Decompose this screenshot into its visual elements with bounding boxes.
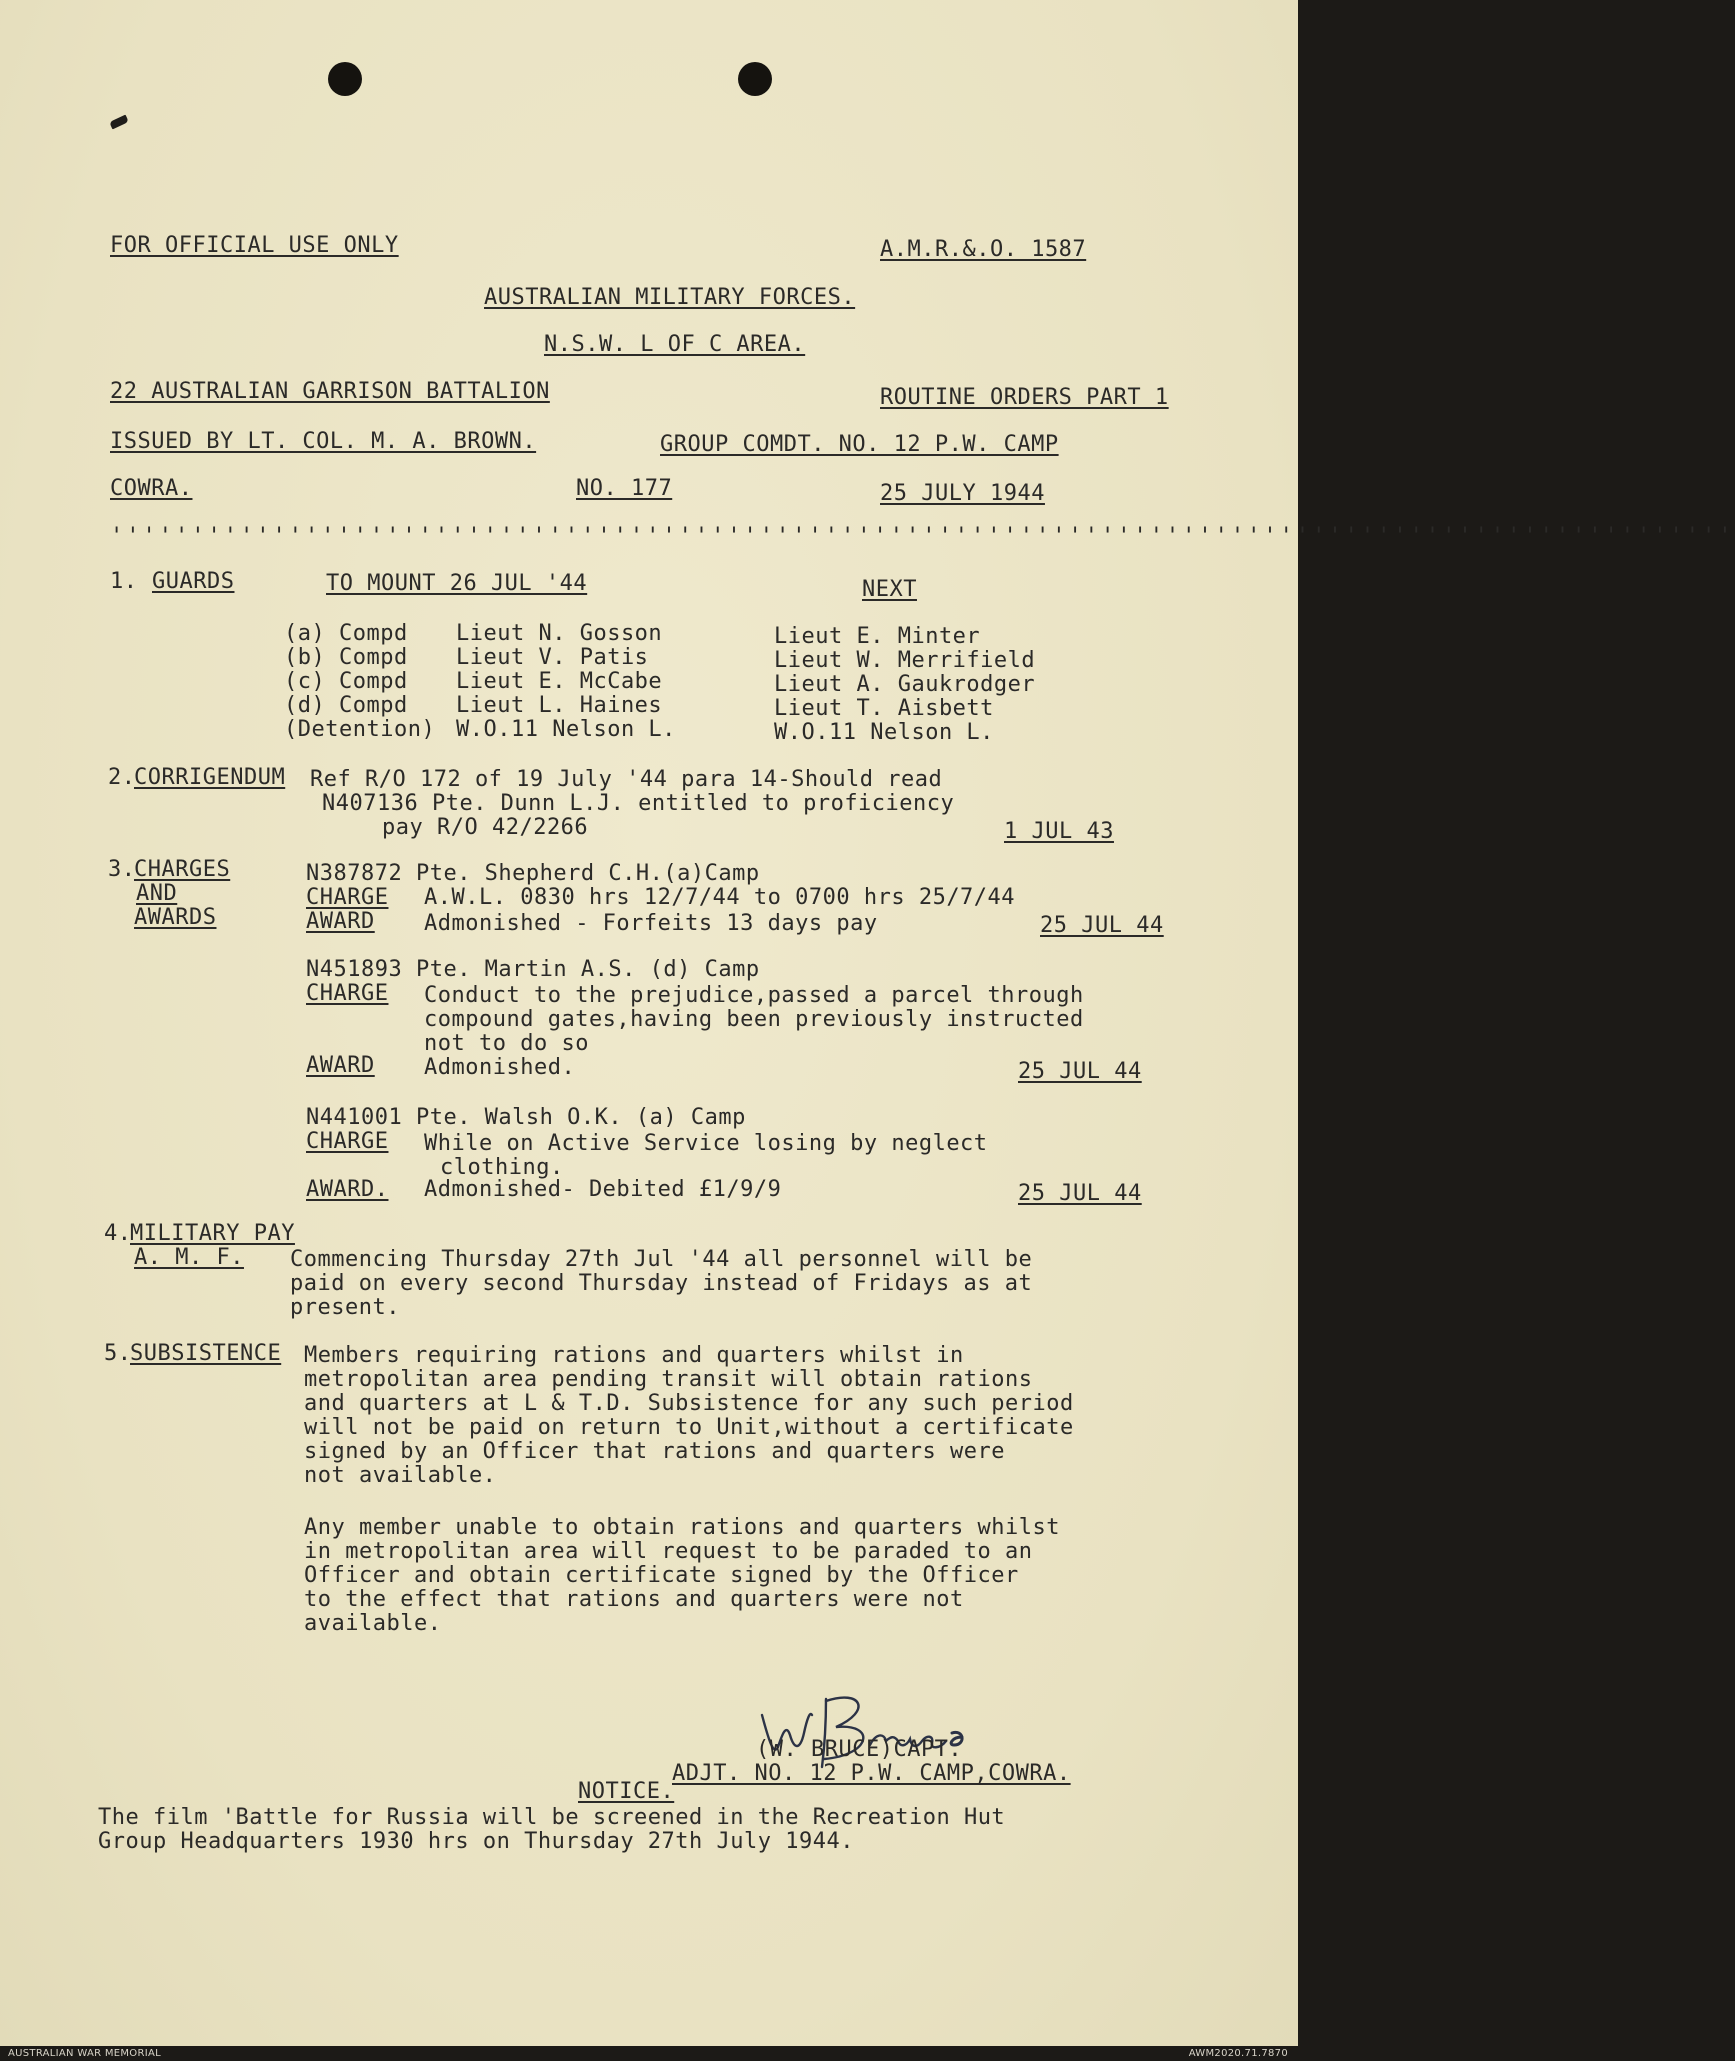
subsistence-line: signed by an Officer that rations and quarters were [304,1439,1006,1464]
order-date: 25 JULY 1944 [880,481,1045,506]
guards-number: 1. [110,569,138,594]
charge-text: clothing. [440,1155,564,1180]
notice-line: Group Headquarters 1930 hrs on Thursday 27th July 1944. [98,1829,854,1854]
award-date: 25 JUL 44 [1040,913,1164,938]
subsistence-line: to the effect that rations and quarters were not [304,1587,964,1612]
military-pay-line: Commencing Thursday 27th Jul '44 all personnel will be [290,1247,1033,1272]
corrigendum-line: pay R/O 42/2266 [382,815,589,840]
award-text: Admonished. [424,1055,576,1080]
guard-next: Lieut W. Merrifield [774,648,1036,673]
guard-next: Lieut T. Aisbett [774,696,994,721]
signatory-title: ADJT. NO. 12 P.W. CAMP,COWRA. [672,1761,1071,1786]
guard-mount: Lieut N. Gosson [456,621,663,646]
charge-text: Conduct to the prejudice,passed a parcel through [424,983,1084,1008]
subsistence-line: not available. [304,1463,497,1488]
military-pay-number: 4. [104,1221,132,1246]
award-label: AWARD. [306,1177,389,1202]
award-date: 25 JUL 44 [1018,1181,1142,1206]
guard-unit: (d) Compd [284,693,408,718]
subsistence-line: metropolitan area pending transit will obtain rations [304,1367,1033,1392]
area-heading: N.S.W. L OF C AREA. [544,332,806,357]
notice-line: The film 'Battle for Russia will be screened in the Recreation Hut [98,1805,1006,1830]
corrigendum-number: 2. [108,765,136,790]
military-pay-sub: A. M. F. [134,1245,244,1270]
place-name: COWRA. [110,476,193,501]
guard-unit: (a) Compd [284,621,408,646]
order-number: NO. 177 [576,476,673,501]
subsistence-line: available. [304,1611,442,1636]
guards-title: GUARDS [152,569,235,594]
guard-mount: Lieut L. Haines [456,693,663,718]
soldier-entry: N451893 Pte. Martin A.S. (d) Camp [306,957,760,982]
charge-label: CHARGE [306,981,389,1006]
punch-hole-right [738,62,772,96]
guard-mount: W.O.11 Nelson L. [456,717,676,742]
corrigendum-line: Ref R/O 172 of 19 July '44 para 14-Should read [310,767,943,792]
to-mount-heading: TO MOUNT 26 JUL '44 [326,571,588,596]
charges-number: 3. [108,857,136,882]
ink-mark [109,115,129,130]
military-pay-line: present. [290,1295,400,1320]
award-label: AWARD [306,909,375,934]
charges-title: AWARDS [134,905,217,930]
subsistence-line: will not be paid on return to Unit,without a certificate [304,1415,1074,1440]
guard-unit: (c) Compd [284,669,408,694]
subsistence-line: Officer and obtain certificate signed by the Officer [304,1563,1019,1588]
guard-next: W.O.11 Nelson L. [774,720,994,745]
footer-accession-number: AWM2020.71.7870 [1188,2048,1288,2059]
charge-text: A.W.L. 0830 hrs 12/7/44 to 0700 hrs 25/7/44 [424,885,1016,910]
routine-orders-label: ROUTINE ORDERS PART 1 [880,385,1169,410]
charge-text: While on Active Service losing by neglect [424,1131,988,1156]
corrigendum-line: N407136 Pte. Dunn L.J. entitled to proficiency [322,791,955,816]
guard-mount: Lieut E. McCabe [456,669,663,694]
award-text: Admonished - Forfeits 13 days pay [424,911,878,936]
soldier-entry: N387872 Pte. Shepherd C.H.(a)Camp [306,861,760,886]
guard-unit: (Detention) [284,717,436,742]
guard-next: Lieut E. Minter [774,624,981,649]
charge-label: CHARGE [306,1129,389,1154]
official-use-label: FOR OFFICIAL USE ONLY [110,233,399,258]
guard-mount: Lieut V. Patis [456,645,649,670]
subsistence-title: SUBSISTENCE [130,1341,282,1366]
award-date: 25 JUL 44 [1018,1059,1142,1084]
corrigendum-title: CORRIGENDUM [134,765,286,790]
subsistence-number: 5. [104,1341,132,1366]
charge-text: not to do so [424,1031,589,1056]
punch-hole-left [328,62,362,96]
forces-heading: AUSTRALIAN MILITARY FORCES. [484,285,856,310]
subsistence-line: in metropolitan area will request to be paraded to an [304,1539,1033,1564]
order-reference: A.M.R.&.O. 1587 [880,237,1087,262]
charge-text: compound gates,having been previously instructed [424,1007,1084,1032]
award-label: AWARD [306,1053,375,1078]
award-text: Admonished- Debited £1/9/9 [424,1177,782,1202]
subsistence-line: Members requiring rations and quarters whilst in [304,1343,964,1368]
charge-label: CHARGE [306,885,389,910]
group-comdt: GROUP COMDT. NO. 12 P.W. CAMP [660,432,1059,457]
soldier-entry: N441001 Pte. Walsh O.K. (a) Camp [306,1105,746,1130]
footer-institution: AUSTRALIAN WAR MEMORIAL [8,2048,161,2059]
separator-line: '''''''''''''''''''''''''''''''''''''''''''''''''''''''''''''''''''''''''''''''''''''''''''''''''''' [110,524,1735,549]
guard-unit: (b) Compd [284,645,408,670]
battalion-name: 22 AUSTRALIAN GARRISON BATTALION [110,379,550,404]
next-heading: NEXT [862,577,917,602]
military-pay-title: MILITARY PAY [130,1221,295,1246]
subsistence-line: and quarters at L & T.D. Subsistence for any such period [304,1391,1074,1416]
military-pay-line: paid on every second Thursday instead of Fridays as at [290,1271,1033,1296]
charges-title: AND [136,881,178,906]
guard-next: Lieut A. Gaukrodger [774,672,1036,697]
corrigendum-date: 1 JUL 43 [1004,819,1114,844]
notice-title: NOTICE. [578,1779,675,1804]
issued-by: ISSUED BY LT. COL. M. A. BROWN. [110,429,537,454]
signatory-name: (W. BRUCE)CAPT. [756,1737,963,1762]
subsistence-line: Any member unable to obtain rations and quarters whilst [304,1515,1060,1540]
charges-title: CHARGES [134,857,231,882]
